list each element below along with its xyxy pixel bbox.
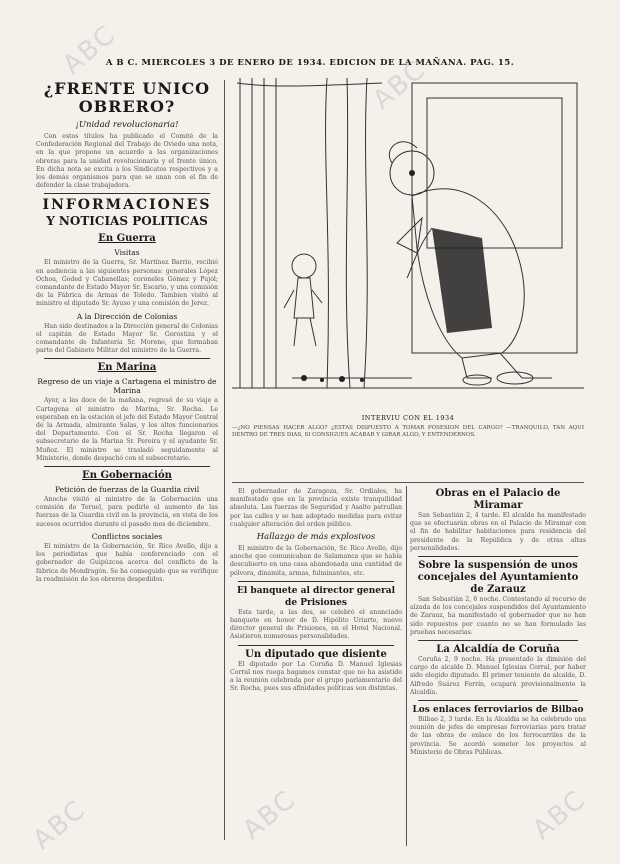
gob-text: Anoche visitó al ministro de la Gobernación una comisión de Teruel, para pedirle el aumento de las fuerzas de la Guardia civil en la provincia, en vista de los sucesos ocurridos durante el pasado mes de diciembre. — [36, 496, 218, 528]
bilbao-text: Bilbao 2, 3 tarde. En la Alcaldía se ha celebrado una reunión de jefes de empresas ferroviarias para tratar de las obras de enlace de los ferrocarriles de la provincia. Se acordó someter los proyectos al Ministerio de Obras Públicas. — [410, 716, 586, 756]
diputado-text: El diputado por La Coruña D. Manuel Iglesias Corral nos ruega hagamos constar que no ha asistido a la reunión celebrada por el grupo parlamentario del Sr. Rocha, pues sus afinidades políticas son distintas. — [230, 660, 402, 693]
subhead-coruna: La Alcaldía de Coruña — [436, 644, 560, 656]
divider — [418, 556, 578, 557]
section-title-noticias: Y NOTICIAS POLITICAS — [46, 214, 208, 229]
visitas-text: El ministro de la Guerra, Sr. Martínez Barrio, recibió en audiencia a las siguientes personas: generales López Ochoa, Goded y Cabanellas; coroneles Gómez y Pujol; comandante de Estado Mayor Sr. Escario, y una comisión de la Fábrica de Armas de Toledo. Tambien visitó al ministro el diputado Sr. Ayuso y una comisión de Jerez. — [36, 259, 218, 308]
middle-column — [230, 488, 402, 696]
divider — [44, 193, 210, 194]
section-title-informaciones: INFORMACIONES — [42, 197, 212, 214]
page-header: A B C. MIERCOLES 3 DE ENERO DE 1934. EDICION DE LA MAÑANA. PAG. 15. — [105, 58, 515, 68]
subhead-miramar: Obras en el Palacio de Miramar — [435, 488, 561, 511]
conflictos-text: El ministro de la Gobernación, Sr. Rico Avello, dijo a los periodistas que había conferenciado con el gobernador de Guipúzcoa acerca del conflicto de la fábrica de Mondragón. Se ha conseguido que se verifique la readmisión de los obreros despedidos. — [36, 542, 218, 583]
cartoon-caption: INTERVIU CON EL 1934 — [361, 414, 455, 422]
divider — [418, 640, 578, 641]
banquete-text: Esta tarde, a las dos, se celebró el anunciado banquete en honor de D. Hipólito Uriarte, nuevo director general de Prisiones, en el Hotel Nacional. Asistieron numerosas personalidades. — [230, 608, 402, 641]
unidad-text: Con estos títulos ha publicado el Comité de la Confederación Regional del Trabajo de Oviedo una nota, en la que propone un acuerdo a las organizaciones obreras para la unidad revolucionaria y el frente único. En dicha nota se excita a los Sindicatos respectivos y a los demás organismos para que se unan con el fin de defender la clase trabajadora. — [36, 133, 218, 190]
divider — [44, 358, 210, 359]
subhead-zarauz: Sobre la suspensión de unos concejales del Ayuntamiento de Zarauz — [417, 560, 579, 596]
cartoon-divider — [232, 482, 584, 483]
subhead-guerra: En Guerra — [98, 233, 156, 245]
mid-intro-text: El gobernador de Zaragoza, Sr. Ordiales, ha manifestado que en la provincia existe tranquilidad absoluta. Las fuerzas de Seguridad y Asalto patrullan por las calles y se han adoptado medidas para evitar cualquier alteración del orden público. — [230, 488, 402, 528]
subhead-visitas: Visitas — [114, 248, 140, 258]
headline-obrero: OBRERO? — [78, 97, 176, 116]
divider — [418, 700, 578, 701]
left-column — [36, 80, 218, 587]
miramar-text: San Sebastián 2, 4 tarde. El alcalde ha manifestado que se efectuarán obras en el Palacio de Miramar con el fin de habilitar habitaciones para residencia del presidente de la República y de otras altas personalidades. — [410, 512, 586, 552]
coruna-text: Coruña 2, 9 noche. Ha presentado la dimisión del cargo de alcalde D. Manuel Iglesias Corral, por haber sido elegido diputado. El primer teniente de alcalde, D. Alfredo Suárez Ferrín, ocupará provisionalmente la Alcaldía. — [410, 656, 586, 696]
column-divider — [224, 80, 225, 840]
subhead-marina: En Marina — [97, 362, 157, 374]
subhead-hallazgo: Hallazgo de más explosivos — [256, 532, 376, 543]
column-divider — [406, 486, 407, 846]
subhead-bilbao: Los enlaces ferroviarios de Bilbao — [412, 705, 584, 716]
gob-sub: Petición de fuerzas de la Guardia civil — [54, 485, 200, 495]
subhead-diputado: Un diputado que disiente — [245, 648, 387, 660]
divider — [44, 466, 210, 467]
subhead-conflictos: Conflictos sociales — [91, 531, 163, 541]
divider — [238, 645, 394, 646]
subhead-unidad: ¡Unidad revolucionaria! — [75, 120, 179, 130]
divider — [238, 581, 394, 582]
cartoon-dialog: —¿NO PIENSAS HACER ALGO? ¿ESTAS DISPUESTO A TOMAR POSESION DEL CARGO? —TRANQUILO, TAN AQUI DENTRO DE TRES DIAS, SI CONSIGUES ACABAR Y GIRAR ALGO, Y ENTENDERNOS. — [232, 425, 584, 438]
right-column — [410, 488, 586, 760]
zarauz-text: San Sebastián 2, 6 noche. Contestando al recurso de alzada de los concejales suspendidos del Ayuntamiento de Zarauz, ha manifestado el gobernador que no han sido repuestos por cuanto no se han formulado las pruebas necesarias. — [410, 596, 586, 636]
watermark: ABC — [527, 784, 593, 846]
colonias-text: Han sido destinados a la Dirección general de Colonias el capitán de Estado Mayor Sr. Gorostiza y el comandante de Infantería Sr. Moreno, que formaban parte del Gabinete Militar del ministro de la Guerra. — [36, 322, 218, 355]
hallazgo-text: El ministro de la Gobernación, Sr. Rico Avello, dijo anoche que comunicaban de Salamanca que se había descubierto en una casa abandonada una cantidad de pólvora, dinamita, armas, fulminantes, etc. — [230, 545, 402, 577]
headline-frente: ¿FRENTE UNICO — [43, 79, 211, 98]
watermark: ABC — [237, 784, 303, 846]
subhead-banquete: El banquete al director general de Prisiones — [236, 585, 396, 608]
marina-text: Ayer, a las doce de la mañana, regresó de su viaje a Cartagena el ministro de Marina, Sr. Rocha. Le esperaban en la estación el jefe del Estado Mayor Central de la Armada, almirante Salas, y los altos funcionarios del Departamento. Con el Sr. Rocha llegaron el subsecretario de la Marina Sr. Pereira y el ayudante Sr. Muñoz. El ministro se trasladó seguidamente al Ministerio, donde despachó con el subsecretario. — [36, 397, 218, 462]
cartoon-illustration — [232, 78, 584, 408]
watermark: ABC — [367, 54, 433, 116]
marina-sub: Regreso de un viaje a Cartagena el ministro de Marina — [37, 377, 217, 396]
watermark: ABC — [57, 19, 123, 81]
subhead-colonias: A la Dirección de Colonias — [76, 311, 178, 321]
watermark: ABC — [27, 794, 93, 856]
subhead-gobernacion: En Gobernación — [82, 470, 172, 482]
cartoon — [232, 78, 584, 468]
